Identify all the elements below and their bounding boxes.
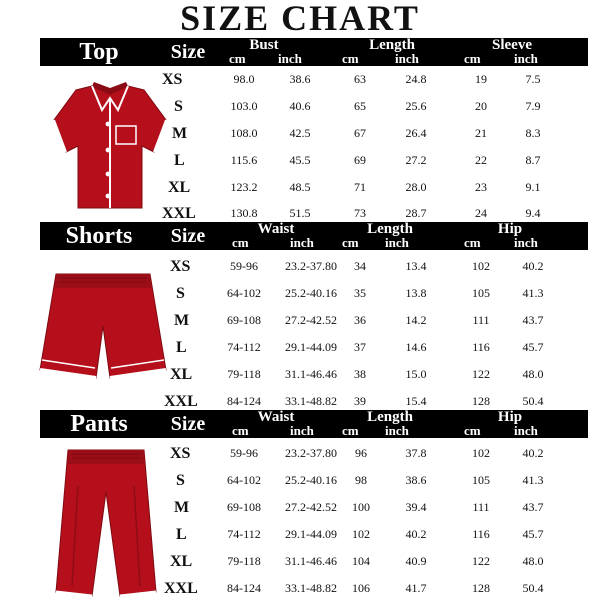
- size-cell: L: [176, 526, 187, 543]
- value-cell: 27.2-42.52: [285, 313, 337, 327]
- section-title: Top: [79, 39, 119, 65]
- value-cell: 79-118: [227, 367, 261, 381]
- table-row: [0, 120, 600, 147]
- size-cell: M: [174, 312, 190, 329]
- table-header: [40, 222, 588, 250]
- table-row: [0, 66, 600, 93]
- size-cell: XL: [170, 366, 193, 383]
- value-cell: 40.9: [405, 554, 427, 568]
- value-cell: 36: [354, 313, 366, 327]
- subheader-cm: cm: [232, 423, 249, 438]
- value-cell: 38.6: [405, 473, 427, 487]
- value-cell: 9.4: [525, 206, 541, 220]
- size-column-header: Size: [170, 413, 206, 435]
- value-cell: 64-102: [227, 286, 261, 300]
- value-cell: 43.7: [522, 500, 544, 514]
- subheader-cm: cm: [464, 51, 481, 66]
- value-cell: 14.6: [405, 340, 427, 354]
- table-row: [0, 280, 600, 307]
- value-cell: 27.2-42.52: [285, 500, 337, 514]
- value-cell: 21: [475, 126, 487, 140]
- value-cell: 19: [475, 72, 487, 86]
- value-cell: 23.2-37.80: [285, 446, 337, 460]
- subheader-inch: inch: [385, 423, 409, 438]
- value-cell: 69-108: [227, 313, 261, 327]
- value-cell: 111: [472, 313, 490, 327]
- subheader-cm: cm: [342, 423, 359, 438]
- size-cell: XS: [162, 71, 183, 88]
- size-cell: S: [176, 285, 185, 302]
- value-cell: 115.6: [230, 153, 258, 167]
- value-cell: 7.5: [525, 72, 541, 86]
- size-cell: XXL: [164, 580, 198, 597]
- group-label: Hip: [497, 221, 523, 237]
- table-row: [0, 548, 600, 575]
- table-row: [0, 361, 600, 388]
- subheader-cm: cm: [229, 51, 246, 66]
- value-cell: 7.9: [525, 99, 541, 113]
- subheader-inch: inch: [514, 235, 538, 250]
- value-cell: 39.4: [405, 500, 427, 514]
- value-cell: 40.2: [405, 527, 427, 541]
- value-cell: 79-118: [227, 554, 261, 568]
- value-cell: 123.2: [230, 180, 258, 194]
- value-cell: 102: [472, 259, 490, 273]
- value-cell: 38.6: [289, 72, 311, 86]
- value-cell: 51.5: [289, 206, 311, 220]
- value-cell: 100: [352, 500, 370, 514]
- value-cell: 48.5: [289, 180, 311, 194]
- value-cell: 69: [354, 153, 366, 167]
- size-cell: XL: [170, 553, 193, 570]
- size-cell: S: [176, 472, 185, 489]
- value-cell: 43.7: [522, 313, 544, 327]
- value-cell: 23.2-37.80: [285, 259, 337, 273]
- value-cell: 84-124: [227, 581, 261, 595]
- value-cell: 31.1-46.46: [285, 554, 337, 568]
- group-label: Length: [369, 37, 415, 53]
- page-title: SIZE CHART: [180, 0, 420, 38]
- value-cell: 26.4: [405, 126, 427, 140]
- value-cell: 116: [472, 527, 490, 541]
- value-cell: 22: [475, 153, 487, 167]
- value-cell: 71: [354, 180, 366, 194]
- value-cell: 41.7: [405, 581, 427, 595]
- value-cell: 63: [354, 72, 366, 86]
- value-cell: 103.0: [230, 99, 258, 113]
- group-label: Bust: [249, 37, 279, 53]
- value-cell: 108.0: [230, 126, 258, 140]
- value-cell: 111: [472, 500, 490, 514]
- value-cell: 25.2-40.16: [285, 473, 337, 487]
- value-cell: 37: [354, 340, 366, 354]
- value-cell: 15.0: [405, 367, 427, 381]
- value-cell: 41.3: [522, 473, 544, 487]
- value-cell: 98: [355, 473, 367, 487]
- value-cell: 122: [472, 554, 490, 568]
- value-cell: 122: [472, 367, 490, 381]
- value-cell: 116: [472, 340, 490, 354]
- subheader-inch: inch: [290, 235, 314, 250]
- section-title: Pants: [70, 411, 128, 437]
- value-cell: 34: [354, 259, 366, 273]
- value-cell: 64-102: [227, 473, 261, 487]
- value-cell: 42.5: [289, 126, 311, 140]
- subheader-inch: inch: [514, 51, 538, 66]
- group-label: Length: [367, 221, 413, 237]
- size-cell: S: [174, 98, 183, 115]
- value-cell: 13.4: [405, 259, 427, 273]
- subheader-cm: cm: [464, 423, 481, 438]
- subheader-cm: cm: [342, 51, 359, 66]
- table-header: [40, 410, 588, 438]
- value-cell: 96: [355, 446, 367, 460]
- size-column-header: Size: [170, 225, 206, 247]
- size-cell: XXL: [164, 393, 198, 410]
- subheader-inch: inch: [395, 51, 419, 66]
- value-cell: 128: [472, 394, 490, 408]
- group-label: Hip: [497, 409, 523, 425]
- value-cell: 13.8: [405, 286, 427, 300]
- size-cell: L: [174, 152, 185, 169]
- table-row: [0, 174, 600, 201]
- value-cell: 50.4: [522, 394, 544, 408]
- subheader-inch: inch: [278, 51, 302, 66]
- value-cell: 105: [472, 473, 490, 487]
- value-cell: 102: [352, 527, 370, 541]
- value-cell: 33.1-48.82: [285, 394, 337, 408]
- subheader-cm: cm: [464, 235, 481, 250]
- table-row: [0, 147, 600, 174]
- value-cell: 24: [475, 206, 487, 220]
- value-cell: 25.2-40.16: [285, 286, 337, 300]
- value-cell: 98.0: [233, 72, 255, 86]
- value-cell: 23: [475, 180, 487, 194]
- table-row: [0, 93, 600, 120]
- size-cell: XS: [170, 258, 191, 275]
- table-row: [0, 307, 600, 334]
- value-cell: 8.3: [525, 126, 541, 140]
- table-row: [0, 521, 600, 548]
- value-cell: 106: [352, 581, 370, 595]
- size-cell: M: [174, 499, 190, 516]
- value-cell: 14.2: [405, 313, 427, 327]
- value-cell: 104: [352, 554, 370, 568]
- value-cell: 84-124: [227, 394, 261, 408]
- table-row: [0, 440, 600, 467]
- value-cell: 105: [472, 286, 490, 300]
- value-cell: 73: [354, 206, 366, 220]
- value-cell: 9.1: [525, 180, 541, 194]
- value-cell: 69-108: [227, 500, 261, 514]
- value-cell: 128: [472, 581, 490, 595]
- value-cell: 28.0: [405, 180, 427, 194]
- value-cell: 28.7: [405, 206, 427, 220]
- value-cell: 48.0: [522, 367, 544, 381]
- value-cell: 24.8: [405, 72, 427, 86]
- table-row: [0, 575, 600, 602]
- value-cell: 35: [354, 286, 366, 300]
- value-cell: 37.8: [405, 446, 427, 460]
- value-cell: 29.1-44.09: [285, 527, 337, 541]
- size-cell: M: [172, 125, 188, 142]
- value-cell: 102: [472, 446, 490, 460]
- value-cell: 45.5: [289, 153, 311, 167]
- value-cell: 20: [475, 99, 487, 113]
- value-cell: 74-112: [227, 527, 261, 541]
- value-cell: 59-96: [230, 259, 258, 273]
- value-cell: 39: [354, 394, 366, 408]
- value-cell: 45.7: [522, 527, 544, 541]
- value-cell: 130.8: [230, 206, 258, 220]
- subheader-inch: inch: [290, 423, 314, 438]
- value-cell: 8.7: [525, 153, 541, 167]
- value-cell: 15.4: [405, 394, 427, 408]
- value-cell: 31.1-46.46: [285, 367, 337, 381]
- size-cell: XXL: [162, 205, 196, 222]
- value-cell: 59-96: [230, 446, 258, 460]
- table-row: [0, 467, 600, 494]
- value-cell: 40.2: [522, 259, 544, 273]
- value-cell: 27.2: [405, 153, 427, 167]
- value-cell: 65: [354, 99, 366, 113]
- size-cell: XS: [170, 445, 191, 462]
- section-title: Shorts: [65, 223, 133, 249]
- value-cell: 67: [354, 126, 366, 140]
- table-row: [0, 253, 600, 280]
- table-row: [0, 334, 600, 361]
- value-cell: 29.1-44.09: [285, 340, 337, 354]
- table-header: [40, 38, 588, 66]
- group-label: Waist: [257, 409, 295, 425]
- value-cell: 40.2: [522, 446, 544, 460]
- value-cell: 25.6: [405, 99, 427, 113]
- value-cell: 48.0: [522, 554, 544, 568]
- value-cell: 41.3: [522, 286, 544, 300]
- size-cell: XL: [168, 179, 191, 196]
- value-cell: 45.7: [522, 340, 544, 354]
- subheader-inch: inch: [385, 235, 409, 250]
- value-cell: 50.4: [522, 581, 544, 595]
- value-cell: 38: [354, 367, 366, 381]
- subheader-cm: cm: [232, 235, 249, 250]
- size-column-header: Size: [170, 41, 206, 63]
- group-label: Sleeve: [492, 37, 532, 53]
- value-cell: 74-112: [227, 340, 261, 354]
- group-label: Waist: [257, 221, 295, 237]
- table-row: [0, 494, 600, 521]
- value-cell: 40.6: [289, 99, 311, 113]
- subheader-inch: inch: [514, 423, 538, 438]
- group-label: Length: [367, 409, 413, 425]
- value-cell: 33.1-48.82: [285, 581, 337, 595]
- size-cell: L: [176, 339, 187, 356]
- subheader-cm: cm: [342, 235, 359, 250]
